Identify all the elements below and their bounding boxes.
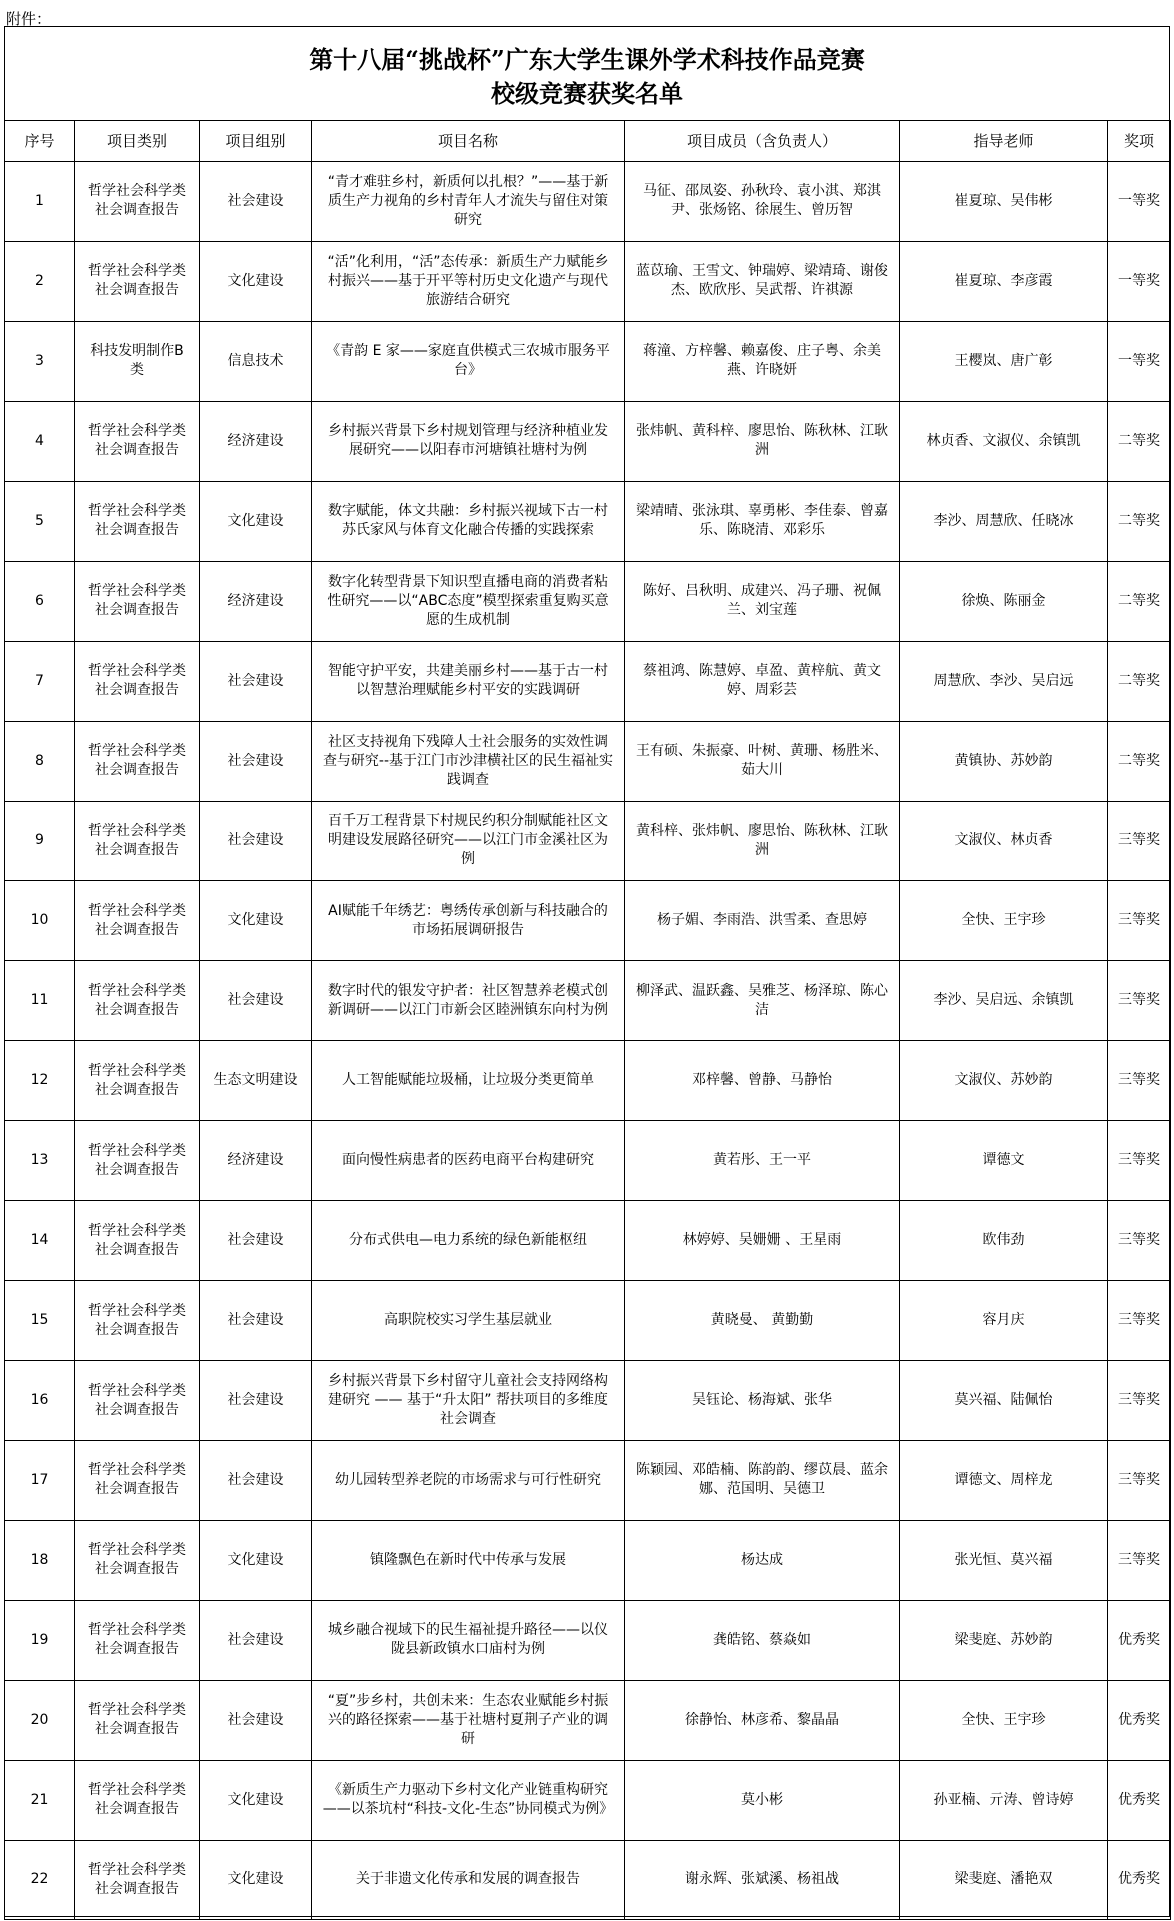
cell-project-name: 数字化转型背景下知识型直播电商的消费者粘性研究——以“ABC态度”模型探索重复购买意愿的生成机制 — [312, 561, 625, 641]
cell-advisor: 李沙、周慧欣、任晓冰 — [900, 481, 1108, 561]
cell-group: 社会建设 — [200, 721, 312, 801]
page-subtitle: 校级竞赛获奖名单 — [491, 79, 683, 108]
cell-category: 哲学社会科学类 社会调查报告 — [75, 241, 200, 321]
table-row — [5, 401, 1171, 481]
cell-award: 三等奖 — [1108, 1041, 1171, 1121]
cell-award: 一等奖 — [1108, 162, 1171, 242]
table-body — [5, 162, 1171, 1920]
cell-award: 二等奖 — [1108, 401, 1171, 481]
table-row — [5, 561, 1171, 641]
cell-no: 21 — [5, 1760, 75, 1840]
table-row — [5, 1840, 1171, 1920]
cell-category: 哲学社会科学类 社会调查报告 — [75, 961, 200, 1041]
column-header-group: 项目组别 — [200, 121, 312, 162]
cell-award: 一等奖 — [1108, 241, 1171, 321]
cell-advisor: 文淑仪、苏妙韵 — [900, 1041, 1108, 1121]
cell-members: 马征、邵凤姿、孙秋玲、袁小淇、郑淇尹、张炀铭、徐展生、曾历智 — [625, 162, 900, 242]
cell-advisor: 李沙、吴启远、余镇凯 — [900, 961, 1108, 1041]
cell-advisor: 梁斐庭、潘艳双 — [900, 1840, 1108, 1920]
awards-table — [4, 120, 1171, 1920]
cell-members: 陈好、吕秋明、成建兴、冯子珊、祝佩兰、刘宝莲 — [625, 561, 900, 641]
table-row — [5, 721, 1171, 801]
cell-category: 科技发明制作B 类 — [75, 321, 200, 401]
cell-no: 19 — [5, 1600, 75, 1680]
cell-project-name: “活”化利用，“活”态传承：新质生产力赋能乡村振兴——基于开平等村历史文化遗产与现代旅游结合研究 — [312, 241, 625, 321]
cell-category: 哲学社会科学类 社会调查报告 — [75, 1201, 200, 1281]
cell-award: 三等奖 — [1108, 1520, 1171, 1600]
cell-members: 张炜帆、黄科梓、廖思怡、陈秋林、江耿洲 — [625, 401, 900, 481]
cell-group: 经济建设 — [200, 561, 312, 641]
cell-category: 哲学社会科学类 社会调查报告 — [75, 1361, 200, 1441]
table-row — [5, 881, 1171, 961]
cell-award: 二等奖 — [1108, 641, 1171, 721]
cell-advisor: 莫兴福、陆佩怡 — [900, 1361, 1108, 1441]
cell-no: 20 — [5, 1680, 75, 1760]
cell-award: 优秀奖 — [1108, 1760, 1171, 1840]
cell-project-name: 镇隆飘色在新时代中传承与发展 — [312, 1520, 625, 1600]
cell-project-name: “夏”步乡村，共创未来：生态农业赋能乡村振兴的路径探索——基于社塘村夏荆子产业的调研 — [312, 1680, 625, 1760]
cell-members: 黄晓曼、 黄勤勤 — [625, 1281, 900, 1361]
cell-category: 哲学社会科学类 社会调查报告 — [75, 401, 200, 481]
cell-members: 梁靖晴、张泳琪、辜勇彬、李佳泰、曾嘉乐、陈晓清、邓彩乐 — [625, 481, 900, 561]
cell-category: 哲学社会科学类 社会调查报告 — [75, 1520, 200, 1600]
cell-no: 15 — [5, 1281, 75, 1361]
column-header-members: 项目成员（含负责人） — [625, 121, 900, 162]
cell-group: 文化建设 — [200, 241, 312, 321]
cell-members: 徐静怡、林彦希、黎晶晶 — [625, 1680, 900, 1760]
page-title: 第十八届“挑战杯”广东大学生课外学术科技作品竞赛 — [309, 45, 865, 74]
cell-group: 社会建设 — [200, 961, 312, 1041]
cell-project-name: 社区支持视角下残障人士社会服务的实效性调查与研究--基于江门市沙津横社区的民生福祉实践调查 — [312, 721, 625, 801]
cell-group: 文化建设 — [200, 1520, 312, 1600]
cell-members: 陈颖园、邓皓楠、陈韵韵、缪苡晨、蓝余娜、范国明、吴德卫 — [625, 1441, 900, 1521]
table-row — [5, 1441, 1171, 1521]
cell-project-name: 乡村振兴背景下乡村规划管理与经济种植业发展研究——以阳春市河塘镇社塘村为例 — [312, 401, 625, 481]
cell-project-name: 幼儿园转型养老院的市场需求与可行性研究 — [312, 1441, 625, 1521]
cell-advisor: 全快、王宇珍 — [900, 1680, 1108, 1760]
cell-no: 10 — [5, 881, 75, 961]
cell-award: 优秀奖 — [1108, 1840, 1171, 1920]
cell-members: 王有硕、朱振豪、叶树、黄珊、杨胜米、茹大川 — [625, 721, 900, 801]
cell-group: 生态文明建设 — [200, 1041, 312, 1121]
cell-group: 经济建设 — [200, 1121, 312, 1201]
cell-project-name: AI赋能千年绣艺：粤绣传承创新与科技融合的市场拓展调研报告 — [312, 881, 625, 961]
cell-no: 1 — [5, 162, 75, 242]
cell-members: 邓梓馨、曾静、马静怡 — [625, 1041, 900, 1121]
table-row — [5, 1201, 1171, 1281]
cell-category: 哲学社会科学类 社会调查报告 — [75, 1600, 200, 1680]
cell-category: 哲学社会科学类 社会调查报告 — [75, 1121, 200, 1201]
table-row — [5, 1600, 1171, 1680]
cell-project-name: 百千万工程背景下村规民约积分制赋能社区文明建设发展路径研究——以江门市金溪社区为例 — [312, 801, 625, 881]
cell-advisor: 谭德文、周梓龙 — [900, 1441, 1108, 1521]
cell-category: 哲学社会科学类 社会调查报告 — [75, 1680, 200, 1760]
cell-no: 7 — [5, 641, 75, 721]
cell-award: 三等奖 — [1108, 961, 1171, 1041]
cell-advisor: 文淑仪、林贞香 — [900, 801, 1108, 881]
cell-members: 吴钰论、杨海斌、张华 — [625, 1361, 900, 1441]
cell-project-name: 关于非遗文化传承和发展的调查报告 — [312, 1840, 625, 1920]
table-row — [5, 1520, 1171, 1600]
cell-group: 文化建设 — [200, 1840, 312, 1920]
cell-group: 文化建设 — [200, 1760, 312, 1840]
cell-award: 三等奖 — [1108, 1201, 1171, 1281]
cell-award: 一等奖 — [1108, 321, 1171, 401]
cell-category: 哲学社会科学类 社会调查报告 — [75, 1840, 200, 1920]
column-header-category: 项目类别 — [75, 121, 200, 162]
cell-group: 社会建设 — [200, 1680, 312, 1760]
column-header-name: 项目名称 — [312, 121, 625, 162]
table-row — [5, 162, 1171, 242]
cell-members: 龚皓铭、蔡焱如 — [625, 1600, 900, 1680]
cell-no: 4 — [5, 401, 75, 481]
cell-no: 16 — [5, 1361, 75, 1441]
cell-award: 三等奖 — [1108, 1281, 1171, 1361]
column-header-award: 奖项 — [1108, 121, 1171, 162]
cell-group: 社会建设 — [200, 1201, 312, 1281]
cell-project-name: 《青韵 E 家——家庭直供模式三农城市服务平台》 — [312, 321, 625, 401]
cell-group: 社会建设 — [200, 1281, 312, 1361]
cell-project-name: 分布式供电—电力系统的绿色新能枢纽 — [312, 1201, 625, 1281]
cell-project-name: 人工智能赋能垃圾桶，让垃圾分类更简单 — [312, 1041, 625, 1121]
cell-group: 社会建设 — [200, 801, 312, 881]
cell-project-name: 数字时代的银发守护者：社区智慧养老模式创新调研——以江门市新会区睦洲镇东向村为例 — [312, 961, 625, 1041]
cell-no: 11 — [5, 961, 75, 1041]
cell-advisor: 黄镇协、苏妙韵 — [900, 721, 1108, 801]
cell-no: 14 — [5, 1201, 75, 1281]
table-row — [5, 1760, 1171, 1840]
cell-group: 社会建设 — [200, 1441, 312, 1521]
cell-group: 经济建设 — [200, 401, 312, 481]
cell-advisor: 王樱岚、唐广彰 — [900, 321, 1108, 401]
cell-no: 17 — [5, 1441, 75, 1521]
cell-advisor: 崔夏琼、吴伟彬 — [900, 162, 1108, 242]
cell-no: 2 — [5, 241, 75, 321]
cell-group: 社会建设 — [200, 641, 312, 721]
table-row — [5, 241, 1171, 321]
cell-group: 文化建设 — [200, 881, 312, 961]
cell-no: 18 — [5, 1520, 75, 1600]
cell-members: 谢永辉、张斌溪、杨祖战 — [625, 1840, 900, 1920]
cell-members: 蓝苡瑜、王雪文、钟瑞婷、梁靖琦、谢俊杰、欧欣彤、吴武帮、许祺源 — [625, 241, 900, 321]
table-row — [5, 481, 1171, 561]
cell-group: 社会建设 — [200, 1361, 312, 1441]
cell-advisor: 张光恒、莫兴福 — [900, 1520, 1108, 1600]
cell-group: 社会建设 — [200, 1600, 312, 1680]
cell-no: 5 — [5, 481, 75, 561]
cell-category: 哲学社会科学类 社会调查报告 — [75, 1760, 200, 1840]
cell-project-name: “青才难驻乡村，新质何以扎根？”——基于新质生产力视角的乡村青年人才流失与留住对策研究 — [312, 162, 625, 242]
cell-category: 哲学社会科学类 社会调查报告 — [75, 1441, 200, 1521]
cell-project-name: 《新质生产力驱动下乡村文化产业链重构研究——以茶坑村“科技-文化-生态”协同模式为例》 — [312, 1760, 625, 1840]
cell-project-name: 乡村振兴背景下乡村留守儿童社会支持网络构建研究 —— 基于“升太阳” 帮扶项目的多维度社会调查 — [312, 1361, 625, 1441]
cell-members: 蔡祖鸿、陈慧婷、卓盈、黄梓航、黄文婷、周彩芸 — [625, 641, 900, 721]
cell-project-name: 高职院校实习学生基层就业 — [312, 1281, 625, 1361]
cell-advisor: 谭德文 — [900, 1121, 1108, 1201]
cell-advisor: 林贞香、文淑仪、余镇凯 — [900, 401, 1108, 481]
cell-no: 9 — [5, 801, 75, 881]
cell-members: 蒋潼、方梓馨、赖嘉俊、庄子粤、余美燕、许晓妍 — [625, 321, 900, 401]
title-block — [5, 27, 1169, 119]
column-header-advisor: 指导老师 — [900, 121, 1108, 162]
cell-advisor: 崔夏琼、李彦霞 — [900, 241, 1108, 321]
cell-award: 二等奖 — [1108, 561, 1171, 641]
cell-category: 哲学社会科学类 社会调查报告 — [75, 881, 200, 961]
cell-category: 哲学社会科学类 社会调查报告 — [75, 801, 200, 881]
cell-members: 莫小彬 — [625, 1760, 900, 1840]
cell-no: 12 — [5, 1041, 75, 1121]
cell-no: 3 — [5, 321, 75, 401]
cell-award: 三等奖 — [1108, 1121, 1171, 1201]
cell-advisor: 梁斐庭、苏妙韵 — [900, 1600, 1108, 1680]
table-row — [5, 801, 1171, 881]
cell-project-name: 数字赋能，体文共融：乡村振兴视域下古一村苏氏家风与体育文化融合传播的实践探索 — [312, 481, 625, 561]
cell-advisor: 孙亚楠、亓涛、曾诗婷 — [900, 1760, 1108, 1840]
table-header-row — [5, 121, 1171, 162]
cell-advisor: 欧伟劲 — [900, 1201, 1108, 1281]
cell-group: 信息技术 — [200, 321, 312, 401]
cell-members: 柳泽武、温跃鑫、吴雅芝、杨泽琼、陈心洁 — [625, 961, 900, 1041]
cell-project-name: 城乡融合视域下的民生福祉提升路径——以仪陇县新政镇水口庙村为例 — [312, 1600, 625, 1680]
cell-no: 6 — [5, 561, 75, 641]
table-row — [5, 1281, 1171, 1361]
cell-group: 社会建设 — [200, 162, 312, 242]
cell-members: 黄科梓、张炜帆、廖思怡、陈秋林、江耿洲 — [625, 801, 900, 881]
table-row — [5, 961, 1171, 1041]
cell-no: 22 — [5, 1840, 75, 1920]
cell-category: 哲学社会科学类 社会调查报告 — [75, 561, 200, 641]
cell-advisor: 周慧欣、李沙、吴启远 — [900, 641, 1108, 721]
cell-award: 优秀奖 — [1108, 1600, 1171, 1680]
cell-members: 林婷婷、吴姗姗 、王星雨 — [625, 1201, 900, 1281]
cell-category: 哲学社会科学类 社会调查报告 — [75, 1281, 200, 1361]
cell-category: 哲学社会科学类 社会调查报告 — [75, 641, 200, 721]
cell-project-name: 智能守护平安，共建美丽乡村——基于古一村以智慧治理赋能乡村平安的实践调研 — [312, 641, 625, 721]
cell-members: 杨子媚、李雨浩、洪雪柔、查思婷 — [625, 881, 900, 961]
table-row — [5, 321, 1171, 401]
cell-award: 二等奖 — [1108, 721, 1171, 801]
cell-award: 三等奖 — [1108, 801, 1171, 881]
cell-category: 哲学社会科学类 社会调查报告 — [75, 481, 200, 561]
cell-members: 黄若彤、王一平 — [625, 1121, 900, 1201]
cell-award: 二等奖 — [1108, 481, 1171, 561]
table-row — [5, 1041, 1171, 1121]
cell-award: 三等奖 — [1108, 881, 1171, 961]
table-row — [5, 1121, 1171, 1201]
cell-category: 哲学社会科学类 社会调查报告 — [75, 162, 200, 242]
cell-award: 三等奖 — [1108, 1441, 1171, 1521]
cell-project-name: 面向慢性病患者的医药电商平台构建研究 — [312, 1121, 625, 1201]
cell-award: 三等奖 — [1108, 1361, 1171, 1441]
table-row — [5, 1680, 1171, 1760]
cell-no: 8 — [5, 721, 75, 801]
table-row — [5, 641, 1171, 721]
column-header-no: 序号 — [5, 121, 75, 162]
attachment-label: 附件： — [6, 10, 52, 28]
cell-no: 13 — [5, 1121, 75, 1201]
cell-category: 哲学社会科学类 社会调查报告 — [75, 1041, 200, 1121]
cell-category: 哲学社会科学类 社会调查报告 — [75, 721, 200, 801]
cell-advisor: 容月庆 — [900, 1281, 1108, 1361]
cell-award: 优秀奖 — [1108, 1680, 1171, 1760]
cell-group: 文化建设 — [200, 481, 312, 561]
cell-advisor: 全快、王宇珍 — [900, 881, 1108, 961]
table-row — [5, 1361, 1171, 1441]
cell-members: 杨达成 — [625, 1520, 900, 1600]
cell-advisor: 徐焕、陈丽金 — [900, 561, 1108, 641]
